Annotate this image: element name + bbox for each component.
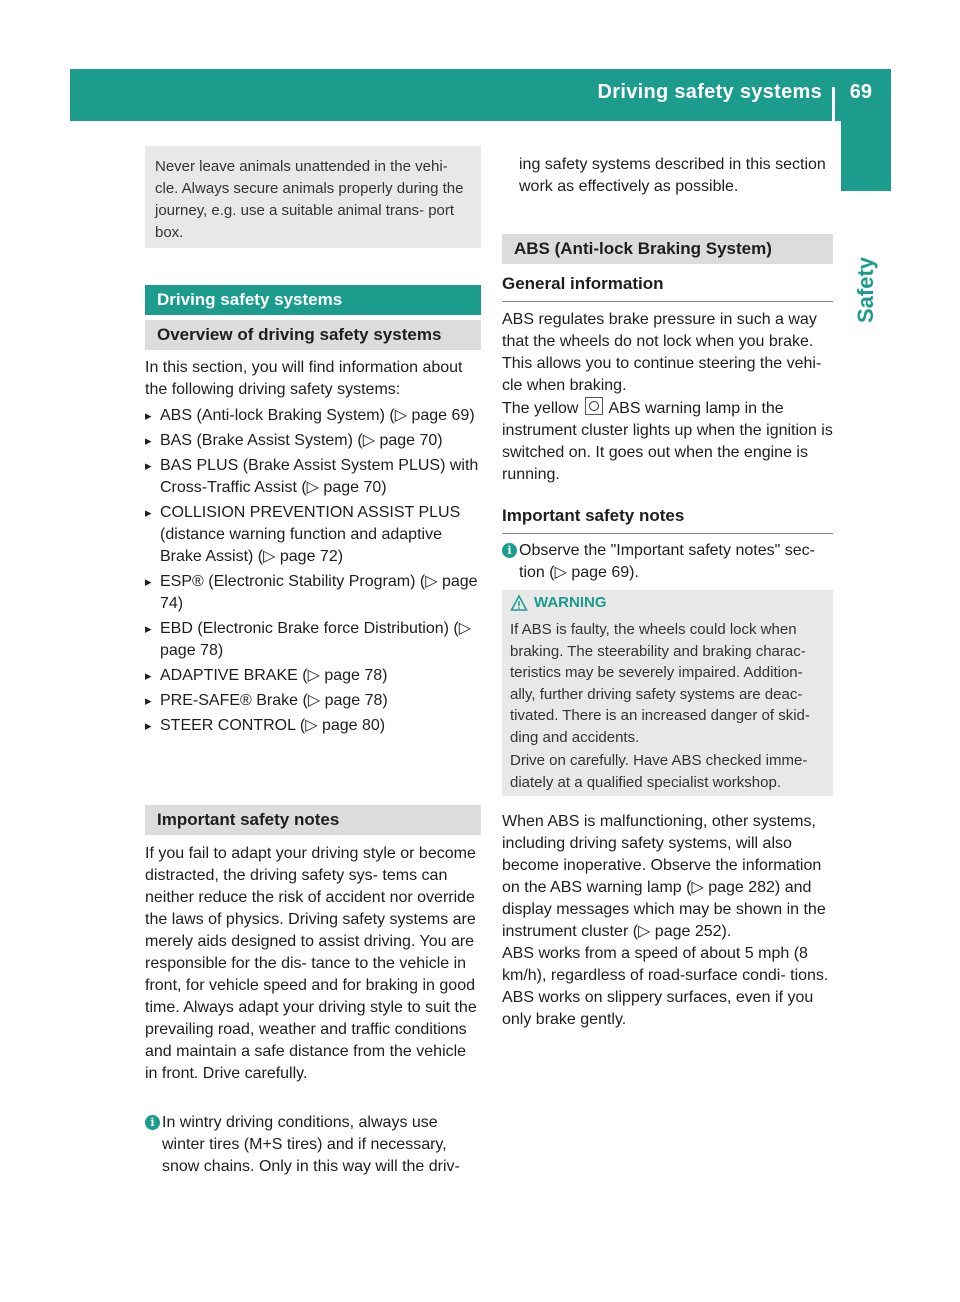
important-safety-heading: Important safety notes [502, 505, 833, 534]
abs-info-text: Observe the "Important safety notes" sec- tion (▷ page 69). [519, 542, 815, 581]
info-icon: i [145, 1115, 160, 1130]
animal-note-text: Never leave animals unattended in the vehi- cle. Always secure animals properly during the journey, e.g. use a suitable animal trans- port box. [155, 158, 464, 241]
safety-systems-list [145, 405, 481, 740]
continuation-text: ing safety systems described in this section work as effectively as possible. [519, 156, 826, 195]
abs-lamp-icon [585, 397, 603, 415]
warning-title-text: WARNING [534, 594, 607, 611]
list-item: ▸ ABS (Anti-lock Braking System) (▷ page 69) [145, 405, 481, 427]
header-divider [832, 87, 835, 121]
wintry-info-text: In wintry driving conditions, always use winter tires (M+S tires) and if necessary, snow chains. Only in this way will the driv- [162, 1114, 460, 1175]
general-info-heading: General information [502, 273, 833, 302]
abs-heading-bar [502, 234, 833, 264]
lamp-text-post: ABS warning lamp in the instrument cluster lights up when the ignition is switched on. It goes out when the engine is running. [502, 400, 833, 483]
list-item: ▸ EBD (Electronic Brake force Distribution) (▷ page 78) [145, 618, 481, 662]
section-tab-label: Safety [853, 256, 878, 324]
animal-note-box [145, 146, 481, 248]
section-tab-block [841, 121, 891, 191]
warning-lamp-text [502, 397, 833, 486]
list-item: ▸ ESP® (Electronic Stability Program) (▷ page 74) [145, 571, 481, 615]
info-icon: i [502, 543, 517, 558]
list-item: ▸ BAS PLUS (Brake Assist System PLUS) with Cross-Traffic Assist (▷ page 70) [145, 455, 481, 499]
warning-body: If ABS is faulty, the wheels could lock when braking. The steerability and braking charac- teristics may be severely impaired. Addition- ally, further driving safety systems are deac- tivated. There is an increased danger of skid- ding and accidents. [510, 621, 810, 746]
page-header [70, 69, 891, 121]
abs-info-note [502, 540, 833, 584]
overview-heading: Overview of driving safety systems [157, 325, 442, 344]
warning-action: Drive on carefully. Have ABS checked imme- diately at a qualified specialist workshop. [510, 752, 808, 791]
list-item: ▸ STEER CONTROL (▷ page 80) [145, 715, 481, 737]
overview-heading-bar [145, 320, 481, 350]
section-title-bar [145, 285, 481, 315]
list-item: ▸ ADAPTIVE BRAKE (▷ page 78) [145, 665, 481, 687]
important-body: If you fail to adapt your driving style or become distracted, the driving safety sys- tems can neither reduce the risk of accident nor override the laws of physics. Driving safety systems are merely aids designed to assist driving. You are responsible for the dis- tance to the vehicle in front, for vehicle speed and for braking in good time. Always adapt your driving style to suit the prevailing road, weather and traffic conditions and maintain a safe distance from the vehicle in front. Drive carefully. [145, 845, 477, 1082]
wintry-info-note [145, 1112, 481, 1178]
lamp-text-pre: The yellow [502, 400, 579, 417]
important-heading-bar [145, 805, 481, 835]
overview-intro: In this section, you will find information about the following driving safety systems: [145, 359, 463, 398]
list-item: ▸ COLLISION PREVENTION ASSIST PLUS (distance warning function and adaptive Brake Assist) (▷ page 72) [145, 502, 481, 568]
list-item: ▸ BAS (Brake Assist System) (▷ page 70) [145, 430, 481, 452]
speed-body: ABS works from a speed of about 5 mph (8 km/h), regardless of road-surface condi- tions. ABS works on slippery surfaces, even if you only brake gently. [502, 945, 829, 1028]
section-title: Driving safety systems [157, 290, 343, 309]
general-info-body: ABS regulates brake pressure in such a way that the wheels do not lock when you brake. This allows you to continue steering the vehi- cle when braking. [502, 311, 822, 394]
page-number: 69 [849, 81, 872, 103]
malfunction-body: When ABS is malfunctioning, other systems, including driving safety systems, will also become inoperative. Observe the information on the ABS warning lamp (▷ page 282) and display messages which may be shown in the instrument cluster (▷ page 252). [502, 813, 826, 940]
warning-box [502, 590, 833, 796]
warning-title [510, 594, 607, 611]
header-title: Driving safety systems [597, 81, 822, 103]
abs-heading: ABS (Anti-lock Braking System) [514, 239, 772, 258]
important-heading: Important safety notes [157, 810, 340, 829]
list-item: ▸ PRE-SAFE® Brake (▷ page 78) [145, 690, 481, 712]
